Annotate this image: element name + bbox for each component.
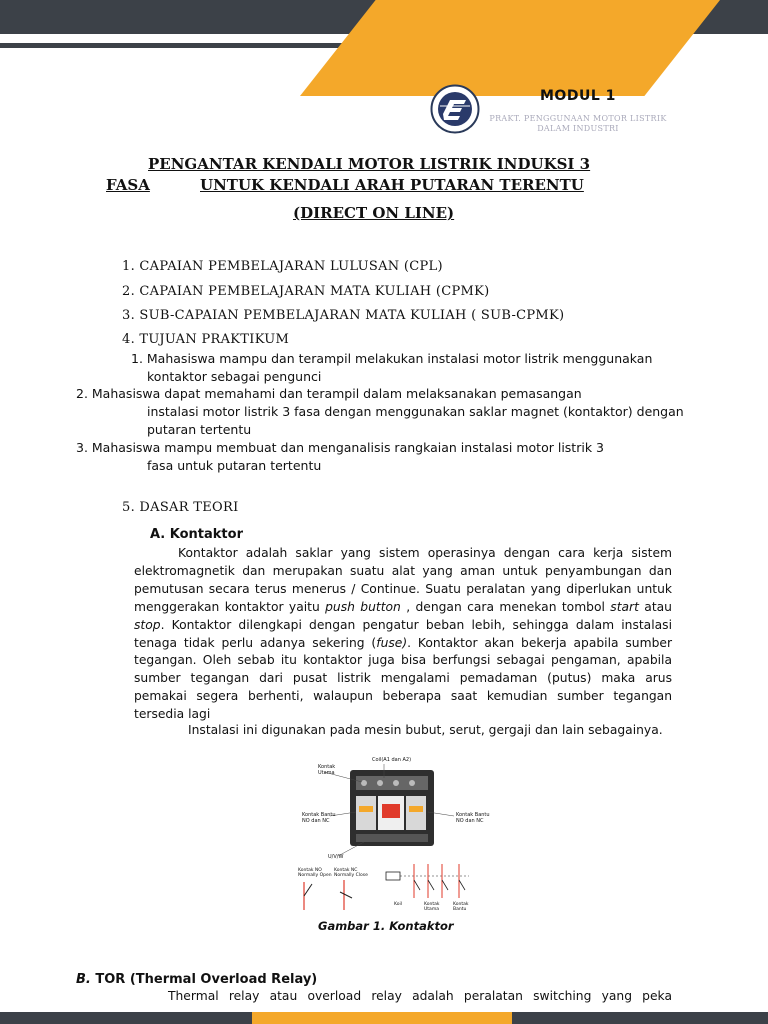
objective-1b: kontaktor sebagai pengunci <box>147 369 322 384</box>
doc-title-line1: PENGANTAR KENDALI MOTOR LISTRIK INDUKSI 3 <box>148 155 591 173</box>
kontaktor-em-stop: stop <box>134 617 161 632</box>
kontaktor-text-1: Kontaktor adalah saklar yang sistem operasinya dengan cara kerja sistem elektromagnetik dan merupakan suatu alat yang aman untuk penyambungan dan pemutusan secara terus menerus / Continue. Suatu peralatan yang diperlukan untuk menggerakan kontaktor yaitu <box>134 546 672 614</box>
section-cpmk: 2. CAPAIAN PEMBELAJARAN MATA KULIAH (CPMK) <box>122 284 490 299</box>
kontaktor-text-4: . Kontaktor dilengkapi dengan pengatur beban lebih, sehingga dalam instalasi tenaga tidak perlu adanya sekering ( <box>134 617 672 650</box>
section-cpl: 1. CAPAIAN PEMBELAJARAN LULUSAN (CPL) <box>122 259 443 274</box>
doc-title-line2a: FASA <box>106 176 150 194</box>
installation-sentence: Instalasi ini digunakan pada mesin bubut, serut, gergaji dan lain sebagainya. <box>188 723 663 737</box>
doc-title-line3: (DIRECT ON LINE) <box>293 204 455 222</box>
objective-1a: 1. Mahasiswa mampu dan terampil melakukan instalasi motor listrik menggunakan <box>131 351 653 366</box>
kontaktor-paragraph <box>134 545 672 724</box>
fig-label-koil: Koil <box>394 902 402 907</box>
kontaktor-text-3: atau <box>638 599 672 614</box>
university-logo-icon <box>430 84 480 134</box>
section-sub-cpmk: 3. SUB-CAPAIAN PEMBELAJARAN MATA KULIAH ( SUB-CPMK) <box>122 308 565 323</box>
footer-orange-band <box>252 1012 512 1024</box>
kontaktor-em-push-button: push button <box>325 599 401 614</box>
course-subtitle-line1: PRAKT. PENGGUNAAN MOTOR LISTRIK <box>489 114 667 123</box>
section-tor <box>76 972 317 987</box>
section-tujuan: 4. TUJUAN PRAKTIKUM <box>122 332 290 347</box>
figure-caption: Gambar 1. Kontaktor <box>318 919 454 933</box>
fig-label-aux-right: Kontak Bantu NO dan NC <box>456 812 490 824</box>
course-subtitle-line2: DALAM INDUSTRI <box>537 124 619 133</box>
objective-2c: putaran tertentu <box>147 422 252 437</box>
fig-label-kontak-bantu: Kontak Bantu <box>453 902 469 912</box>
objective-2a: 2. Mahasiswa dapat memahami dan terampil dalam melaksanakan pemasangan <box>76 386 582 401</box>
fig-label-coil: Coil(A1 dan A2) <box>372 757 412 763</box>
fig-label-main-contact: Kontak Utama <box>318 764 336 776</box>
tor-heading: TOR (Thermal Overload Relay) <box>90 972 318 987</box>
course-subtitle <box>486 114 670 134</box>
fig-label-no: Kontak NO Normally Open <box>298 868 332 878</box>
subheading-kontaktor: A. Kontaktor <box>150 527 243 542</box>
fig-label-nc: Kontak NC Normally Close <box>334 868 368 878</box>
kontaktor-em-start: start <box>610 599 639 614</box>
kontaktor-text-5: . Kontaktor akan bekerja apabila sumber tegangan. Oleh sebab itu kontaktor juga bisa berfungsi sebagai pengaman, apabila sumber tegangan dari pusat listrik mengalami pemadaman (putus) maka arus pemakai segera berhenti, walaupun beberapa saat kemudian sumber tegangan tersedia lagi <box>134 635 673 722</box>
module-label: MODUL 1 <box>540 88 616 104</box>
kontaktor-text-2: , dengan cara menekan tombol <box>400 599 611 614</box>
fig-label-aux-left: Kontak Bantu NO dan NC <box>302 812 336 824</box>
objective-2b: instalasi motor listrik 3 fasa dengan menggunakan saklar magnet (kontaktor) dengan <box>147 404 684 419</box>
objective-3b: fasa untuk putaran tertentu <box>147 458 322 473</box>
section-dasar-teori: 5. DASAR TEORI <box>122 500 239 515</box>
fig-label-kontak-utama: Kontak Utama <box>424 902 440 912</box>
kontaktor-em-fuse: fuse) <box>376 635 408 650</box>
contactor-figure <box>294 752 490 914</box>
objective-3a: 3. Mahasiswa mampu membuat dan menganalisis rangkaian instalasi motor listrik 3 <box>76 440 604 455</box>
doc-title-line2b: UNTUK KENDALI ARAH PUTARAN TERENTU <box>200 176 584 194</box>
fig-label-uvw: U/V/W <box>328 854 344 860</box>
tor-letter: B. <box>76 972 91 987</box>
tor-paragraph: Thermal relay atau overload relay adalah peralatan switching yang peka <box>168 989 672 1003</box>
